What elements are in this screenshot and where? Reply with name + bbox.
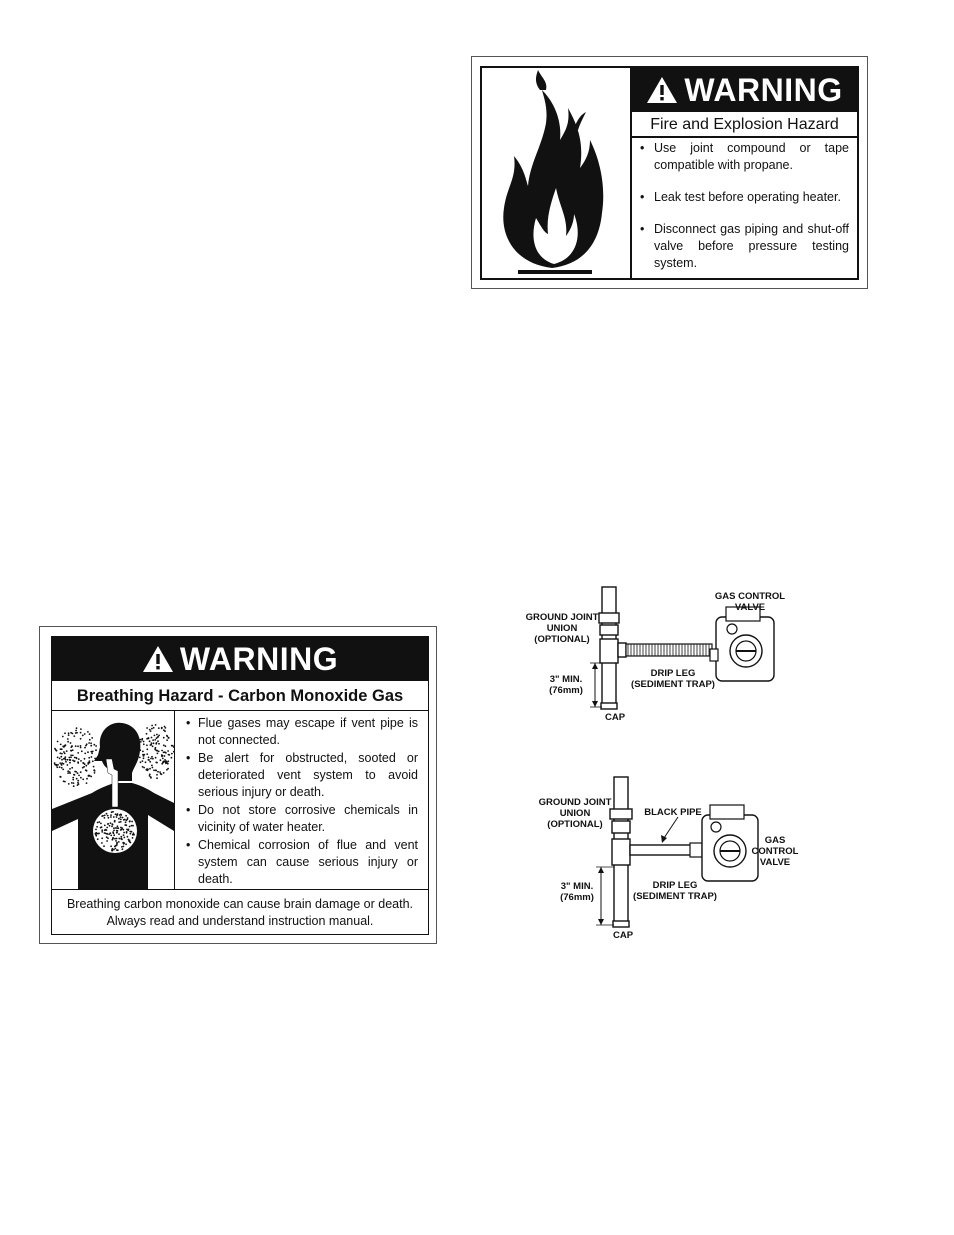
cap-label: CAP [604, 712, 626, 723]
co-warning-border [51, 636, 429, 935]
ground-joint-label: GROUND JOINT UNION (OPTIONAL) [525, 612, 599, 645]
co-signal-word: WARNING [179, 640, 339, 677]
ground-joint-label: GROUND JOINT UNION (OPTIONAL) [538, 797, 612, 830]
drip-leg-label: DRIP LEG (SEDIMENT TRAP) [631, 668, 715, 690]
list-item: • Be alert for obstructed, sooted or deteriorated vent system to avoid serious injury or death. [186, 750, 418, 801]
drip-leg-label: DRIP LEG (SEDIMENT TRAP) [633, 880, 717, 902]
fire-hazard-title: Fire and Explosion Hazard [632, 112, 857, 138]
co-instructions [176, 715, 428, 889]
fire-warning-border [480, 66, 859, 280]
black-pipe-label: BLACK PIPE [644, 807, 702, 818]
fire-warning-label [471, 56, 868, 289]
flex-connector-piping-diagram [520, 585, 800, 725]
breathing-person-icon [52, 711, 175, 889]
gas-control-valve-label: GAS CONTROL VALVE [751, 835, 799, 868]
min-distance-label: 3" MIN. (76mm) [560, 881, 594, 903]
list-item: • Do not store corrosive chemicals in vicinity of water heater. [186, 802, 418, 836]
cap-label: CAP [612, 930, 634, 941]
fire-instructions [632, 140, 857, 287]
gas-control-valve-label: GAS CONTROL VALVE [714, 591, 786, 613]
flame-icon [482, 68, 632, 278]
list-item: • Use joint compound or tape compatible with propane. [640, 140, 849, 174]
black-pipe-piping-diagram [530, 775, 810, 945]
co-hazard-title: Breathing Hazard - Carbon Monoxide Gas [52, 681, 428, 711]
co-footer [52, 889, 428, 934]
fire-signal-band [632, 68, 857, 112]
warning-triangle-icon [646, 76, 678, 104]
list-item: • Disconnect gas piping and shut-off valve before pressure testing system. [640, 221, 849, 272]
co-footer-line-2: Always read and understand instruction manual. [106, 914, 374, 928]
min-distance-label: 3" MIN. (76mm) [549, 674, 583, 696]
warning-triangle-icon [142, 645, 174, 673]
fire-signal-word: WARNING [684, 71, 843, 108]
co-signal-band [52, 637, 428, 681]
list-item: • Leak test before operating heater. [640, 189, 849, 206]
co-footer-line-1: Breathing carbon monoxide can cause brain damage or death. [66, 897, 414, 911]
co-warning-label [39, 626, 437, 944]
list-item: • Chemical corrosion of flue and vent system can cause serious injury or death. [186, 837, 418, 888]
list-item: • Flue gases may escape if vent pipe is not connected. [186, 715, 418, 749]
